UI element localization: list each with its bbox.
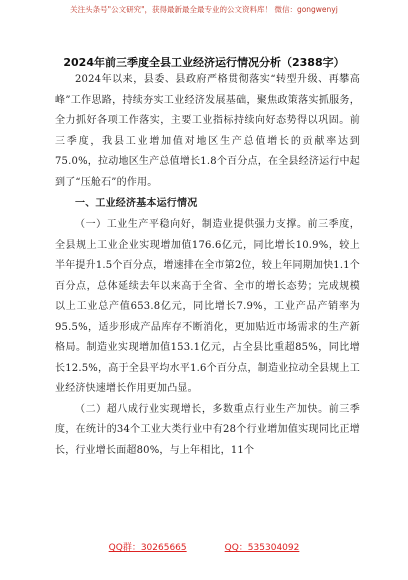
watermark-banner: 关注头条号"公文研究"，获得最新最全最专业的公文资料库！ 微信：gongwenyj: [70, 5, 338, 14]
document-body: [55, 70, 360, 461]
intro-paragraph: 2024年以来，县委、县政府严格贯彻落实“转型升级、再攀高峰”工作思路，持续夯实工业经济发展基础，聚焦政策落实抓服务，全力抓好各项工作落实，主要工业指标持续向好态势得以巩固。前三季度，我县工业增加值对地区生产总值增长的贡献率达到75.0%，拉动地区生产总值增长1.8个百分点，在全县经济运行中起到了“压舱石”的作用。: [55, 74, 360, 188]
qq-group-link[interactable]: QQ群：30265665: [108, 543, 187, 553]
section-heading: 一、工业经济基本运行情况: [75, 198, 198, 209]
qq-contact-link[interactable]: QQ：535304092: [224, 543, 300, 553]
footer-contacts: [0, 540, 408, 553]
document-title: 2024年前三季度全县工业经济运行情况分析（2388字）: [63, 56, 345, 69]
section-paragraph-2: （二）超八成行业实现增长，多数重点行业生产加快。前三季度，在统计的34个工业大类行业中有28个行业增加值实现同比正增长，行业增长面超80%，与上年相比，11个: [55, 403, 360, 456]
section-paragraph-1: （一）工业生产平稳向好，制造业提供强力支撑。前三季度，全县规上工业企业实现增加值176.6亿元，同比增长10.9%，较上半年提升1.5个百分点，增速排在全市第2位，较上年同期加快1.1个百分点，总体延续去年以来高于全省、全市的增长态势；完成规模以上工业总产值653.8亿元，同比增长7.9%，工业产品产销率为95.5%，适步形成产品库存不断消化，更加贴近市场需求的生产新格局。制造业实现增加值153.1亿元，占全县比重超85%，同比增长12.5%，高于全县平均水平1.6个百分点，制造业拉动全县规上工业经济快速增长作用更加凸显。: [55, 219, 360, 394]
